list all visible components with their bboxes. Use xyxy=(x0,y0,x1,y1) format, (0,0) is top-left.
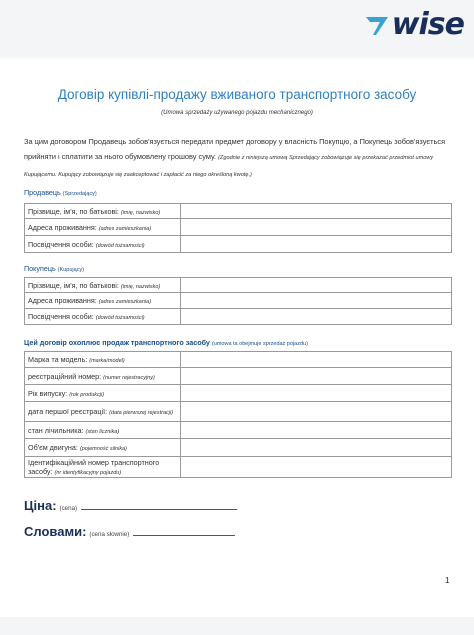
vehicle-odometer-label: стан лічильника: (stan licznika) xyxy=(25,422,181,439)
table-row xyxy=(25,309,452,325)
vehicle-year-label: Рік випуску: (rok produkcji) xyxy=(25,385,181,402)
vehicle-make-field[interactable] xyxy=(181,352,452,368)
price-words-label: Словами: xyxy=(24,524,87,539)
document-subtitle: (Umowa sprzedaży używanego pojazdu mechanicznego) xyxy=(161,110,313,116)
seller-name-label: Прізвище, ім'я, по батькові: (imię, nazwisko) xyxy=(25,204,181,219)
buyer-id-field[interactable] xyxy=(181,309,452,325)
buyer-table xyxy=(24,277,452,325)
buyer-title: Покупець xyxy=(24,264,56,273)
price-input-line[interactable] xyxy=(81,509,237,510)
document-title: Договір купівлі-продажу вживаного транспортного засобу xyxy=(57,87,417,102)
seller-section-title xyxy=(24,188,97,197)
buyer-address-label: Адреса проживання: (adres zamieszkania) xyxy=(25,293,181,309)
vehicle-engine-label: Об'єм двигуна: (pojemność silnika) xyxy=(25,439,181,457)
intro-paragraph xyxy=(24,134,452,183)
buyer-address-field[interactable] xyxy=(181,293,452,309)
table-row xyxy=(25,385,452,402)
vehicle-vin-label: Ідентифікаційний номер транспортного засобу: (nr identyfikacyjny pojazdu) xyxy=(25,457,181,478)
seller-address-field[interactable] xyxy=(181,219,452,236)
seller-title: Продавець xyxy=(24,188,61,197)
vehicle-odometer-field[interactable] xyxy=(181,422,452,439)
vehicle-section-title xyxy=(24,338,308,347)
seller-name-field[interactable] xyxy=(181,204,452,219)
footer-band xyxy=(0,617,474,635)
table-row xyxy=(25,293,452,309)
buyer-id-label: Посвідчення особи: (dowód tożsamości) xyxy=(25,309,181,325)
page-number: 1 xyxy=(445,576,450,585)
seller-id-label: Посвідчення особи: (dowód tożsamości) xyxy=(25,236,181,253)
vehicle-vin-field[interactable] xyxy=(181,457,452,478)
intro-text-pl: (Zgodnie z niniejszą umową Sprzedający zobowiązuje się przekazać przedmiot umowy Kupującemu. Kupujący zobowiązuje się zaakceptować i zapłacić za niego określoną kwotę.) xyxy=(24,155,434,178)
table-row xyxy=(25,204,452,219)
vehicle-first-registration-field[interactable] xyxy=(181,402,452,422)
buyer-name-label: Прізвище, ім'я, по батькові: (imię, nazwisko) xyxy=(25,278,181,293)
table-row xyxy=(25,352,452,368)
table-row xyxy=(25,368,452,385)
vehicle-first-registration-label: дата першої реєстрації: (data pierwszej rejestracji) xyxy=(25,402,181,422)
vehicle-registration-field[interactable] xyxy=(181,368,452,385)
vehicle-make-label: Марка та модель: (marka/model) xyxy=(25,352,181,368)
seller-table xyxy=(24,203,452,253)
table-row xyxy=(25,402,452,422)
table-row xyxy=(25,422,452,439)
vehicle-engine-field[interactable] xyxy=(181,439,452,457)
price-label-pl: (cena) xyxy=(59,505,78,512)
wise-flag-icon xyxy=(364,14,390,36)
vehicle-registration-label: реєстраційний номер: (numer rejestracyjny) xyxy=(25,368,181,385)
table-row xyxy=(25,278,452,293)
price-words-label-pl: (cena słownie) xyxy=(89,531,130,538)
table-row xyxy=(25,219,452,236)
seller-address-label: Адреса проживання: (adres zamieszkania) xyxy=(25,219,181,236)
vehicle-title: Цей договір охоплює продаж транспортного засобу xyxy=(24,338,210,347)
table-row xyxy=(25,439,452,457)
buyer-section-title xyxy=(24,264,84,273)
price-label: Ціна: xyxy=(24,498,57,513)
price-words-row xyxy=(24,524,235,539)
wise-logo-text: wise xyxy=(391,7,464,42)
price-words-input-line[interactable] xyxy=(133,535,235,536)
vehicle-year-field[interactable] xyxy=(181,385,452,402)
table-row xyxy=(25,236,452,253)
buyer-name-field[interactable] xyxy=(181,278,452,293)
vehicle-title-pl: (umowa ta obejmuje sprzedaż pojazdu) xyxy=(211,341,308,347)
intro-text-ua: За цим договором Продавець зобов'язується передати предмет договору у власність Покупцю, а Покупець зобов'язується прийняти і сплатити за нього обумовлену грошову суму. xyxy=(24,137,446,161)
seller-title-pl: (Sprzedający) xyxy=(62,191,97,197)
seller-id-field[interactable] xyxy=(181,236,452,253)
table-row xyxy=(25,457,452,478)
price-row xyxy=(24,498,237,513)
wise-logo xyxy=(364,7,464,42)
vehicle-table xyxy=(24,351,452,478)
buyer-title-pl: (Kupujący) xyxy=(57,267,85,273)
